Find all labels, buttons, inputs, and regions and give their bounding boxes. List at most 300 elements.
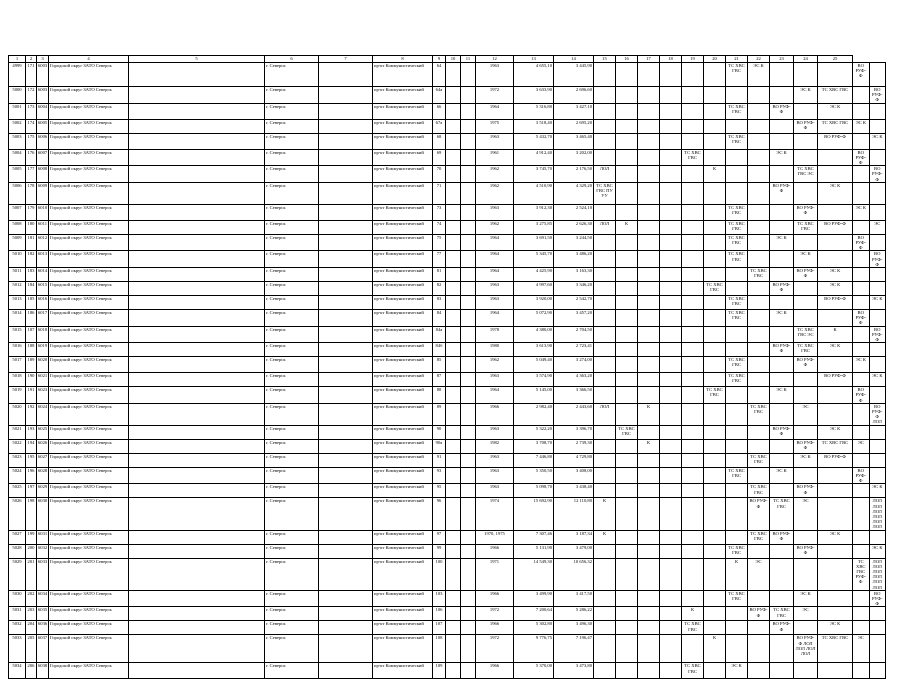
cell-service: ТС ХВС ГВС [818,119,853,133]
cell-service [660,220,682,234]
cell-service [770,453,794,467]
cell-service [660,119,682,133]
cell-year: 1962 [476,182,514,204]
cell-name: Городской округ ЗАТО Северск [49,558,129,590]
cell-empty [319,663,373,679]
cell-empty [319,268,373,282]
cell-service [818,166,853,183]
cell-service [748,373,770,387]
cell-service [638,607,660,621]
cell-service [794,467,818,484]
cell-service [660,234,682,251]
cell-year: 1961 [476,149,514,166]
cell-empty [446,621,461,635]
cell-b: 3 427,10 [554,103,594,119]
cell-street: пр-кт Коммунистический [373,310,433,327]
cell-empty [461,607,476,621]
cell-empty [129,425,265,439]
cell-service [770,63,794,87]
cell-service [704,498,726,530]
cell-code: 6008 [37,166,49,183]
cell-service [853,343,870,357]
cell-n: 5009 [9,234,26,251]
cell-service [660,403,682,425]
cell-service [682,558,704,590]
cell-service: ВО РУФ-Ф [794,268,818,282]
table-row [9,663,886,679]
cell-empty [446,530,461,544]
cell-a: 4 997,60 [514,282,554,296]
cell-code: 6005 [37,119,49,133]
cell-empty [129,234,265,251]
cell-service [616,310,638,327]
cell-city: г. Северск [265,544,319,558]
cell-service [704,373,726,387]
cell-service [726,87,748,104]
cell-year: 1962 [476,166,514,183]
cell-service: ЭС К [818,425,853,439]
cell-empty [129,87,265,104]
cell-n: 5001 [9,103,26,119]
cell-empty [319,373,373,387]
cell-empty [446,467,461,484]
cell-code: 6031 [37,530,49,544]
cell-empty [461,326,476,343]
cell-city: г. Северск [265,310,319,327]
cell-street: пр-кт Коммунистический [373,530,433,544]
cell-service [638,530,660,544]
cell-city: г. Северск [265,467,319,484]
cell-code: 6016 [37,296,49,310]
cell-city: г. Северск [265,387,319,404]
cell-service [616,590,638,607]
column-header: 24 [794,56,818,63]
cell-city: г. Северск [265,268,319,282]
cell-service: ЭС К [770,467,794,484]
cell-i: 174 [26,119,37,133]
cell-city: г. Северск [265,453,319,467]
cell-year: 1978 [476,326,514,343]
cell-a: 4 380,00 [514,326,554,343]
cell-service [770,663,794,679]
cell-code: 6020 [37,357,49,373]
table-body [9,63,886,679]
cell-code: 6032 [37,544,49,558]
cell-service [748,296,770,310]
cell-service [638,453,660,467]
cell-service [594,558,616,590]
cell-service [616,204,638,220]
cell-service: ЛОЛ ЛОЛ ЛОЛ ЛОЛ ЛОЛ ЛОЛ [869,498,886,530]
cell-i: 183 [26,268,37,282]
cell-street: пр-кт Коммунистический [373,663,433,679]
cell-service [682,484,704,498]
cell-service [869,467,886,484]
cell-house: 103 [433,590,446,607]
table-row [9,607,886,621]
cell-empty [461,310,476,327]
cell-name: Городской округ ЗАТО Северск [49,234,129,251]
cell-empty [461,119,476,133]
cell-empty [446,498,461,530]
cell-service [594,103,616,119]
cell-service [770,373,794,387]
cell-n: 5024 [9,467,26,484]
cell-code: 6037 [37,635,49,663]
cell-service [704,663,726,679]
cell-n: 4999 [9,63,26,87]
cell-service [594,373,616,387]
cell-service [794,373,818,387]
cell-house: 70 [433,166,446,183]
cell-service [594,467,616,484]
cell-name: Городской округ ЗАТО Северск [49,119,129,133]
cell-service [682,439,704,453]
cell-empty [461,530,476,544]
cell-house: 74 [433,220,446,234]
cell-service [818,251,853,268]
cell-empty [461,282,476,296]
cell-service [818,357,853,373]
cell-a: 3 518,40 [514,119,554,133]
cell-service [748,234,770,251]
cell-service [682,343,704,357]
cell-service [594,119,616,133]
cell-service [660,453,682,467]
cell-service [660,166,682,183]
cell-service [704,234,726,251]
cell-service [638,204,660,220]
cell-service [770,204,794,220]
cell-service [818,234,853,251]
cell-empty [446,439,461,453]
cell-service [682,103,704,119]
cell-service [638,663,660,679]
cell-street: пр-кт Коммунистический [373,326,433,343]
cell-service: ТС ХВС ГВС [726,296,748,310]
cell-empty [461,103,476,119]
cell-service [748,590,770,607]
cell-house: 95 [433,484,446,498]
cell-service [616,357,638,373]
cell-empty [446,425,461,439]
cell-service [638,234,660,251]
cell-service: ЭС [748,558,770,590]
cell-service [660,182,682,204]
table-row [9,544,886,558]
cell-empty [129,635,265,663]
cell-year: 1963 [476,204,514,220]
cell-house: 96 [433,498,446,530]
cell-b: 3 465,40 [554,133,594,149]
cell-code: 6004 [37,103,49,119]
cell-empty [461,498,476,530]
cell-empty [461,166,476,183]
cell-service: ТС ХВС ГВС [704,282,726,296]
cell-empty [319,87,373,104]
cell-city: г. Северск [265,220,319,234]
table-row [9,558,886,590]
cell-empty [319,357,373,373]
table-row [9,296,886,310]
cell-service [704,326,726,343]
cell-service [616,296,638,310]
cell-n: 5005 [9,166,26,183]
cell-house: 73 [433,204,446,220]
cell-service: К [638,403,660,425]
cell-b: 2 542,70 [554,296,594,310]
cell-service [682,498,704,530]
table-row [9,439,886,453]
cell-year: 1972 [476,635,514,663]
column-header: 8 [373,56,433,63]
cell-service: ТС ХВС ГВС ЭС [794,166,818,183]
cell-i: 196 [26,467,37,484]
cell-a: 3 275,85 [514,220,554,234]
cell-service [682,310,704,327]
cell-name: Городской округ ЗАТО Северск [49,182,129,204]
cell-b: 7 196,47 [554,635,594,663]
cell-service [638,119,660,133]
cell-empty [446,63,461,87]
cell-service [616,63,638,87]
cell-empty [461,373,476,387]
column-header: 25 [818,56,853,63]
cell-service: ВО РУФ-Ф [748,607,770,621]
cell-a: 3 745,70 [514,166,554,183]
cell-service [638,373,660,387]
cell-service: ЭС К [818,530,853,544]
cell-service: ВО РУФ-Ф [818,453,853,467]
cell-a: 5 370,00 [514,663,554,679]
cell-service [869,310,886,327]
cell-city: г. Северск [265,590,319,607]
cell-service [853,484,870,498]
cell-service [616,182,638,204]
cell-service [853,182,870,204]
cell-a: 5 145,00 [514,387,554,404]
cell-house: 99 [433,544,446,558]
cell-n: 5023 [9,453,26,467]
cell-name: Городской округ ЗАТО Северск [49,621,129,635]
cell-service: ВО РУФ-Ф [853,234,870,251]
cell-service [616,467,638,484]
cell-service [616,119,638,133]
table-row [9,87,886,104]
cell-b: 4 363,20 [554,373,594,387]
cell-service: ЭС К [770,149,794,166]
cell-city: г. Северск [265,663,319,679]
cell-service [748,103,770,119]
cell-b: 3 396,70 [554,425,594,439]
cell-service [660,544,682,558]
cell-service [794,621,818,635]
cell-service [853,621,870,635]
cell-empty [446,234,461,251]
cell-empty [319,425,373,439]
cell-a: 4 510,90 [514,182,554,204]
cell-year: 1963 [476,425,514,439]
cell-street: пр-кт Коммунистический [373,635,433,663]
cell-service [869,439,886,453]
cell-service [869,149,886,166]
cell-service [660,310,682,327]
cell-service [660,133,682,149]
column-header: 3 [37,56,49,63]
cell-b: 2 696,60 [554,87,594,104]
cell-name: Городской округ ЗАТО Северск [49,343,129,357]
cell-service [853,453,870,467]
cell-street: пр-кт Коммунистический [373,282,433,296]
cell-empty [319,234,373,251]
cell-service [660,387,682,404]
cell-empty [446,403,461,425]
cell-service [748,119,770,133]
cell-service: ВО РУФ-Ф [869,251,886,268]
cell-service [726,326,748,343]
cell-empty [461,484,476,498]
cell-n: 5010 [9,251,26,268]
cell-i: 186 [26,310,37,327]
cell-house: 71 [433,182,446,204]
cell-service: ТС ХВС ГВС [682,149,704,166]
cell-service [853,166,870,183]
cell-service [748,357,770,373]
cell-empty [129,558,265,590]
cell-city: г. Северск [265,530,319,544]
cell-service [660,663,682,679]
cell-service [660,268,682,282]
cell-name: Городской округ ЗАТО Северск [49,204,129,220]
cell-service [660,63,682,87]
cell-service [660,467,682,484]
cell-i: 192 [26,403,37,425]
cell-empty [319,103,373,119]
cell-service [853,530,870,544]
cell-city: г. Северск [265,87,319,104]
table-row [9,282,886,296]
cell-service [818,467,853,484]
cell-house: 75 [433,234,446,251]
cell-service: ЛОЛ [594,403,616,425]
cell-service [704,403,726,425]
cell-empty [129,621,265,635]
cell-service [704,87,726,104]
cell-service [869,663,886,679]
cell-empty [129,387,265,404]
cell-empty [446,282,461,296]
cell-empty [129,296,265,310]
cell-service [594,251,616,268]
cell-street: пр-кт Коммунистический [373,373,433,387]
cell-empty [446,590,461,607]
cell-empty [446,103,461,119]
cell-service: ТС ХВС ГВС [726,251,748,268]
cell-service [726,268,748,282]
cell-service [704,607,726,621]
cell-service [818,149,853,166]
cell-a: 3 499,90 [514,590,554,607]
column-header: 12 [476,56,514,63]
cell-a: 5 072,90 [514,310,554,327]
cell-service [660,357,682,373]
cell-service [682,133,704,149]
cell-house: 83 [433,296,446,310]
cell-code: 6030 [37,498,49,530]
cell-empty [461,296,476,310]
cell-code: 6011 [37,220,49,234]
cell-empty [319,498,373,530]
cell-code: 6024 [37,403,49,425]
cell-n: 5006 [9,182,26,204]
cell-service [770,326,794,343]
cell-service: ВО РУФ-Ф [818,296,853,310]
table-row [9,251,886,268]
cell-a: 5 432,70 [514,133,554,149]
cell-a: 3 912,30 [514,204,554,220]
cell-i: 203 [26,607,37,621]
cell-name: Городской округ ЗАТО Северск [49,530,129,544]
cell-city: г. Северск [265,621,319,635]
cell-year: 1966 [476,544,514,558]
cell-year: 1966 [476,663,514,679]
cell-service [818,63,853,87]
cell-service: ТС ХВС ГВС [726,204,748,220]
cell-service [853,268,870,282]
cell-service [594,387,616,404]
cell-service [869,453,886,467]
cell-name: Городской округ ЗАТО Северск [49,467,129,484]
cell-house: 68 [433,133,446,149]
cell-empty [319,607,373,621]
cell-code: 6027 [37,453,49,467]
cell-name: Городской округ ЗАТО Северск [49,87,129,104]
cell-i: 176 [26,149,37,166]
cell-service [682,635,704,663]
cell-service [660,103,682,119]
cell-service: К [616,220,638,234]
cell-service [704,453,726,467]
cell-service [660,439,682,453]
cell-service [704,621,726,635]
cell-b: 3 486,20 [554,251,594,268]
cell-b: 2 176,50 [554,166,594,183]
cell-b: 3 187,34 [554,530,594,544]
cell-city: г. Северск [265,439,319,453]
cell-service: К [594,530,616,544]
cell-empty [129,544,265,558]
cell-service [704,103,726,119]
cell-service [794,387,818,404]
cell-service [704,357,726,373]
cell-service [869,357,886,373]
cell-year: 1974 [476,498,514,530]
cell-b: 3 473,80 [554,663,594,679]
cell-service: ВО РУФ-Ф [770,343,794,357]
cell-service [638,326,660,343]
cell-service [704,590,726,607]
cell-n: 5031 [9,607,26,621]
cell-city: г. Северск [265,63,319,87]
cell-service [594,544,616,558]
cell-service [818,663,853,679]
cell-n: 5014 [9,310,26,327]
cell-service: ВО РУФ-Ф [853,467,870,484]
cell-service [818,498,853,530]
cell-service: ТС ХВС ГВС [726,234,748,251]
cell-service [770,220,794,234]
cell-service [794,425,818,439]
